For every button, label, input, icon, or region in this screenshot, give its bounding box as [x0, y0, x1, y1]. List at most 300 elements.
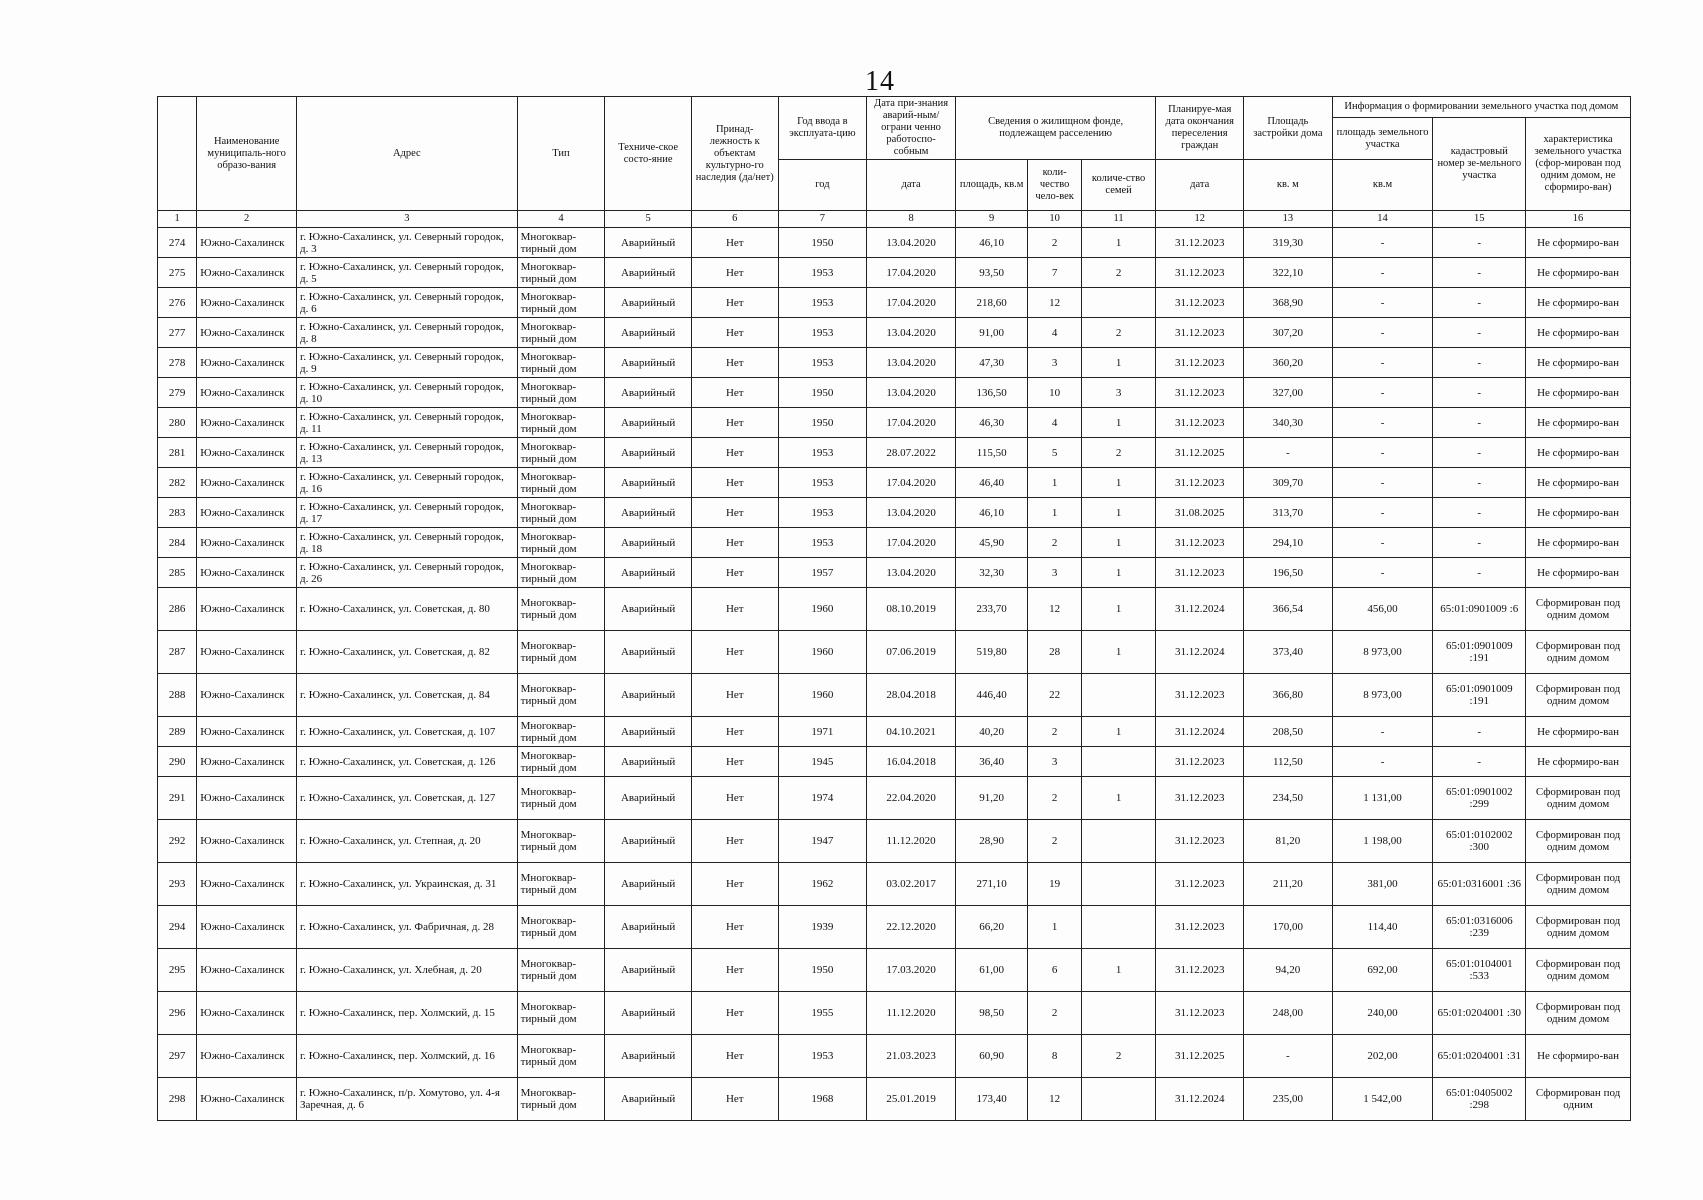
commission-year-cell: 1953	[778, 528, 867, 558]
header-cell: площадь, кв.м	[955, 160, 1028, 211]
municipality-cell: Южно-Сахалинск	[197, 558, 297, 588]
cultural-heritage-cell: Нет	[691, 228, 778, 258]
people-count-cell: 4	[1028, 318, 1081, 348]
table-row	[158, 1035, 1631, 1078]
municipality-cell: Южно-Сахалинск	[197, 468, 297, 498]
cadastral-number-cell: -	[1433, 288, 1526, 318]
emergency-date-cell: 04.10.2021	[867, 717, 956, 747]
family-count-cell: 2	[1081, 1035, 1156, 1078]
people-count-cell: 28	[1028, 631, 1081, 674]
land-area-cell: -	[1332, 558, 1433, 588]
column-number: 11	[1081, 211, 1156, 228]
commission-year-cell: 1953	[778, 288, 867, 318]
row-number: 278	[158, 348, 197, 378]
people-count-cell: 4	[1028, 408, 1081, 438]
commission-year-cell: 1957	[778, 558, 867, 588]
header-cell	[158, 97, 197, 211]
cultural-heritage-cell: Нет	[691, 588, 778, 631]
municipality-cell: Южно-Сахалинск	[197, 949, 297, 992]
land-status-cell: Сформирован под одним домом	[1526, 674, 1631, 717]
cultural-heritage-cell: Нет	[691, 1078, 778, 1121]
planned-date-cell: 31.12.2023	[1156, 528, 1244, 558]
header-cell: кадастровый номер зе-мельного участка	[1433, 118, 1526, 211]
people-count-cell: 6	[1028, 949, 1081, 992]
header-cell: Планируе-мая дата окончания переселения граждан	[1156, 97, 1244, 160]
family-count-cell	[1081, 863, 1156, 906]
cadastral-number-cell: -	[1433, 468, 1526, 498]
municipality-cell: Южно-Сахалинск	[197, 318, 297, 348]
people-count-cell: 5	[1028, 438, 1081, 468]
tech-state-cell: Аварийный	[605, 528, 692, 558]
cadastral-number-cell: 65:01:0901009 :6	[1433, 588, 1526, 631]
people-count-cell: 2	[1028, 820, 1081, 863]
family-count-cell: 1	[1081, 468, 1156, 498]
land-area-cell: -	[1332, 438, 1433, 468]
land-area-cell: -	[1332, 408, 1433, 438]
table-row	[158, 992, 1631, 1035]
family-count-cell: 3	[1081, 378, 1156, 408]
emergency-date-cell: 13.04.2020	[867, 228, 956, 258]
people-count-cell: 1	[1028, 468, 1081, 498]
people-count-cell: 12	[1028, 288, 1081, 318]
tech-state-cell: Аварийный	[605, 992, 692, 1035]
cultural-heritage-cell: Нет	[691, 318, 778, 348]
house-type-cell: Многоквар-тирный дом	[517, 631, 605, 674]
header-cell: Год ввода в эксплуата-цию	[778, 97, 867, 160]
column-number: 5	[605, 211, 692, 228]
cadastral-number-cell: 65:01:0405002 :298	[1433, 1078, 1526, 1121]
land-status-cell: Не сформиро-ван	[1526, 408, 1631, 438]
house-type-cell: Многоквар-тирный дом	[517, 949, 605, 992]
commission-year-cell: 1950	[778, 378, 867, 408]
column-number: 14	[1332, 211, 1433, 228]
table-header	[158, 97, 1631, 228]
cultural-heritage-cell: Нет	[691, 1035, 778, 1078]
area-cell: 61,00	[955, 949, 1028, 992]
land-area-cell: 240,00	[1332, 992, 1433, 1035]
house-type-cell: Многоквар-тирный дом	[517, 992, 605, 1035]
tech-state-cell: Аварийный	[605, 498, 692, 528]
building-area-cell: 81,20	[1244, 820, 1333, 863]
tech-state-cell: Аварийный	[605, 228, 692, 258]
people-count-cell: 22	[1028, 674, 1081, 717]
table-row	[158, 318, 1631, 348]
land-area-cell: -	[1332, 318, 1433, 348]
area-cell: 47,30	[955, 348, 1028, 378]
area-cell: 36,40	[955, 747, 1028, 777]
family-count-cell	[1081, 747, 1156, 777]
family-count-cell: 2	[1081, 318, 1156, 348]
building-area-cell: 211,20	[1244, 863, 1333, 906]
emergency-date-cell: 13.04.2020	[867, 498, 956, 528]
header-cell: Техниче-ское состо-яние	[605, 97, 692, 211]
area-cell: 136,50	[955, 378, 1028, 408]
house-type-cell: Многоквар-тирный дом	[517, 228, 605, 258]
building-area-cell: 322,10	[1244, 258, 1333, 288]
family-count-cell	[1081, 992, 1156, 1035]
table-row	[158, 1078, 1631, 1121]
tech-state-cell: Аварийный	[605, 906, 692, 949]
people-count-cell: 2	[1028, 777, 1081, 820]
table-row	[158, 631, 1631, 674]
land-status-cell: Сформирован под одним домом	[1526, 820, 1631, 863]
people-count-cell: 2	[1028, 228, 1081, 258]
land-status-cell: Не сформиро-ван	[1526, 438, 1631, 468]
cultural-heritage-cell: Нет	[691, 498, 778, 528]
house-type-cell: Многоквар-тирный дом	[517, 258, 605, 288]
column-number: 1	[158, 211, 197, 228]
address-cell: г. Южно-Сахалинск, ул. Советская, д. 82	[297, 631, 518, 674]
row-number: 297	[158, 1035, 197, 1078]
building-area-cell: -	[1244, 1035, 1333, 1078]
address-cell: г. Южно-Сахалинск, пер. Холмский, д. 15	[297, 992, 518, 1035]
house-type-cell: Многоквар-тирный дом	[517, 498, 605, 528]
building-area-cell: -	[1244, 438, 1333, 468]
cultural-heritage-cell: Нет	[691, 777, 778, 820]
family-count-cell: 1	[1081, 498, 1156, 528]
tech-state-cell: Аварийный	[605, 408, 692, 438]
header-cell: Тип	[517, 97, 605, 211]
cultural-heritage-cell: Нет	[691, 949, 778, 992]
header-cell: кв. м	[1244, 160, 1333, 211]
municipality-cell: Южно-Сахалинск	[197, 408, 297, 438]
building-area-cell: 366,80	[1244, 674, 1333, 717]
cadastral-number-cell: 65:01:0901009 :191	[1433, 674, 1526, 717]
header-cell: количе-ство семей	[1081, 160, 1156, 211]
tech-state-cell: Аварийный	[605, 674, 692, 717]
municipality-cell: Южно-Сахалинск	[197, 498, 297, 528]
family-count-cell: 1	[1081, 588, 1156, 631]
municipality-cell: Южно-Сахалинск	[197, 1078, 297, 1121]
house-type-cell: Многоквар-тирный дом	[517, 747, 605, 777]
cadastral-number-cell: 65:01:0104001 :533	[1433, 949, 1526, 992]
table-row	[158, 906, 1631, 949]
emergency-date-cell: 16.04.2018	[867, 747, 956, 777]
planned-date-cell: 31.12.2024	[1156, 717, 1244, 747]
municipality-cell: Южно-Сахалинск	[197, 992, 297, 1035]
header-cell: Информация о формировании земельного участка под домом	[1332, 97, 1630, 118]
emergency-date-cell: 13.04.2020	[867, 378, 956, 408]
header-cell: характеристика земельного участка (сфор-мирован под одним домом, не сформиро-ван)	[1526, 118, 1631, 211]
cultural-heritage-cell: Нет	[691, 863, 778, 906]
land-area-cell: -	[1332, 717, 1433, 747]
house-type-cell: Многоквар-тирный дом	[517, 820, 605, 863]
emergency-date-cell: 17.03.2020	[867, 949, 956, 992]
commission-year-cell: 1971	[778, 717, 867, 747]
cultural-heritage-cell: Нет	[691, 906, 778, 949]
area-cell: 45,90	[955, 528, 1028, 558]
land-area-cell: 456,00	[1332, 588, 1433, 631]
land-status-cell: Не сформиро-ван	[1526, 228, 1631, 258]
area-cell: 233,70	[955, 588, 1028, 631]
tech-state-cell: Аварийный	[605, 468, 692, 498]
address-cell: г. Южно-Сахалинск, пер. Холмский, д. 16	[297, 1035, 518, 1078]
house-type-cell: Многоквар-тирный дом	[517, 408, 605, 438]
cadastral-number-cell: 65:01:0901002 :299	[1433, 777, 1526, 820]
address-cell: г. Южно-Сахалинск, ул. Северный городок, д. 11	[297, 408, 518, 438]
tech-state-cell: Аварийный	[605, 1035, 692, 1078]
building-area-cell: 170,00	[1244, 906, 1333, 949]
commission-year-cell: 1960	[778, 631, 867, 674]
cadastral-number-cell: -	[1433, 717, 1526, 747]
people-count-cell: 3	[1028, 348, 1081, 378]
address-cell: г. Южно-Сахалинск, ул. Советская, д. 80	[297, 588, 518, 631]
planned-date-cell: 31.12.2023	[1156, 949, 1244, 992]
address-cell: г. Южно-Сахалинск, ул. Советская, д. 84	[297, 674, 518, 717]
table-row	[158, 747, 1631, 777]
family-count-cell	[1081, 1078, 1156, 1121]
land-area-cell: -	[1332, 228, 1433, 258]
tech-state-cell: Аварийный	[605, 258, 692, 288]
municipality-cell: Южно-Сахалинск	[197, 258, 297, 288]
row-number: 287	[158, 631, 197, 674]
row-number: 275	[158, 258, 197, 288]
municipality-cell: Южно-Сахалинск	[197, 528, 297, 558]
cultural-heritage-cell: Нет	[691, 820, 778, 863]
header-cell: площадь земельного участка	[1332, 118, 1433, 160]
building-area-cell: 294,10	[1244, 528, 1333, 558]
land-area-cell: 1 198,00	[1332, 820, 1433, 863]
land-status-cell: Не сформиро-ван	[1526, 498, 1631, 528]
tech-state-cell: Аварийный	[605, 747, 692, 777]
planned-date-cell: 31.12.2025	[1156, 1035, 1244, 1078]
address-cell: г. Южно-Сахалинск, ул. Северный городок, д. 26	[297, 558, 518, 588]
land-area-cell: 692,00	[1332, 949, 1433, 992]
address-cell: г. Южно-Сахалинск, ул. Северный городок, д. 18	[297, 528, 518, 558]
row-number: 279	[158, 378, 197, 408]
area-cell: 40,20	[955, 717, 1028, 747]
cultural-heritage-cell: Нет	[691, 528, 778, 558]
people-count-cell: 1	[1028, 906, 1081, 949]
table-row	[158, 288, 1631, 318]
table-row	[158, 674, 1631, 717]
people-count-cell: 2	[1028, 528, 1081, 558]
address-cell: г. Южно-Сахалинск, ул. Северный городок, д. 6	[297, 288, 518, 318]
cadastral-number-cell: -	[1433, 318, 1526, 348]
column-number: 4	[517, 211, 605, 228]
tech-state-cell: Аварийный	[605, 588, 692, 631]
building-area-cell: 319,30	[1244, 228, 1333, 258]
land-status-cell: Сформирован под одним домом	[1526, 992, 1631, 1035]
family-count-cell	[1081, 820, 1156, 863]
planned-date-cell: 31.12.2023	[1156, 258, 1244, 288]
planned-date-cell: 31.12.2023	[1156, 820, 1244, 863]
header-cell: Площадь застройки дома	[1244, 97, 1333, 160]
header-cell: год	[778, 160, 867, 211]
family-count-cell: 1	[1081, 408, 1156, 438]
municipality-cell: Южно-Сахалинск	[197, 820, 297, 863]
land-area-cell: 114,40	[1332, 906, 1433, 949]
planned-date-cell: 31.12.2024	[1156, 631, 1244, 674]
cadastral-number-cell: 65:01:0901009 :191	[1433, 631, 1526, 674]
emergency-date-cell: 11.12.2020	[867, 820, 956, 863]
house-type-cell: Многоквар-тирный дом	[517, 588, 605, 631]
cadastral-number-cell: 65:01:0102002 :300	[1433, 820, 1526, 863]
planned-date-cell: 31.12.2023	[1156, 863, 1244, 906]
address-cell: г. Южно-Сахалинск, ул. Северный городок, д. 17	[297, 498, 518, 528]
house-type-cell: Многоквар-тирный дом	[517, 558, 605, 588]
area-cell: 91,00	[955, 318, 1028, 348]
emergency-date-cell: 08.10.2019	[867, 588, 956, 631]
emergency-date-cell: 28.04.2018	[867, 674, 956, 717]
cadastral-number-cell: -	[1433, 378, 1526, 408]
cadastral-number-cell: 65:01:0316001 :36	[1433, 863, 1526, 906]
header-cell: коли-чество чело-век	[1028, 160, 1081, 211]
table-row	[158, 528, 1631, 558]
row-number: 290	[158, 747, 197, 777]
building-area-cell: 112,50	[1244, 747, 1333, 777]
commission-year-cell: 1974	[778, 777, 867, 820]
page-number: 14	[865, 66, 895, 97]
family-count-cell: 1	[1081, 228, 1156, 258]
cultural-heritage-cell: Нет	[691, 558, 778, 588]
tech-state-cell: Аварийный	[605, 348, 692, 378]
commission-year-cell: 1950	[778, 949, 867, 992]
building-area-cell: 368,90	[1244, 288, 1333, 318]
area-cell: 446,40	[955, 674, 1028, 717]
tech-state-cell: Аварийный	[605, 318, 692, 348]
people-count-cell: 10	[1028, 378, 1081, 408]
emergency-date-cell: 21.03.2023	[867, 1035, 956, 1078]
land-status-cell: Сформирован под одним домом	[1526, 588, 1631, 631]
header-cell: Принад-лежность к объектам культурно-го наследия (да/нет)	[691, 97, 778, 211]
land-area-cell: 202,00	[1332, 1035, 1433, 1078]
row-number: 284	[158, 528, 197, 558]
cadastral-number-cell: -	[1433, 498, 1526, 528]
row-number: 286	[158, 588, 197, 631]
land-area-cell: 1 131,00	[1332, 777, 1433, 820]
cadastral-number-cell: -	[1433, 558, 1526, 588]
tech-state-cell: Аварийный	[605, 820, 692, 863]
land-status-cell: Не сформиро-ван	[1526, 258, 1631, 288]
column-number: 10	[1028, 211, 1081, 228]
house-type-cell: Многоквар-тирный дом	[517, 438, 605, 468]
building-area-cell: 94,20	[1244, 949, 1333, 992]
address-cell: г. Южно-Сахалинск, ул. Северный городок, д. 10	[297, 378, 518, 408]
family-count-cell: 1	[1081, 777, 1156, 820]
emergency-date-cell: 28.07.2022	[867, 438, 956, 468]
land-area-cell: -	[1332, 258, 1433, 288]
building-area-cell: 313,70	[1244, 498, 1333, 528]
people-count-cell: 3	[1028, 558, 1081, 588]
address-cell: г. Южно-Сахалинск, ул. Северный городок, д. 13	[297, 438, 518, 468]
building-area-cell: 196,50	[1244, 558, 1333, 588]
table-row	[158, 820, 1631, 863]
people-count-cell: 12	[1028, 588, 1081, 631]
planned-date-cell: 31.12.2023	[1156, 674, 1244, 717]
land-status-cell: Не сформиро-ван	[1526, 528, 1631, 558]
area-cell: 115,50	[955, 438, 1028, 468]
people-count-cell: 12	[1028, 1078, 1081, 1121]
land-area-cell: -	[1332, 468, 1433, 498]
planned-date-cell: 31.12.2024	[1156, 588, 1244, 631]
row-number: 298	[158, 1078, 197, 1121]
address-cell: г. Южно-Сахалинск, ул. Северный городок, д. 9	[297, 348, 518, 378]
building-area-cell: 327,00	[1244, 378, 1333, 408]
municipality-cell: Южно-Сахалинск	[197, 288, 297, 318]
address-cell: г. Южно-Сахалинск, п/р. Хомутово, ул. 4-я Заречная, д. 6	[297, 1078, 518, 1121]
header-cell: Дата при-знания аварий-ным/ограни ченно работоспо-собным	[867, 97, 956, 160]
commission-year-cell: 1953	[778, 348, 867, 378]
municipality-cell: Южно-Сахалинск	[197, 863, 297, 906]
cadastral-number-cell: 65:01:0204001 :31	[1433, 1035, 1526, 1078]
people-count-cell: 3	[1028, 747, 1081, 777]
cultural-heritage-cell: Нет	[691, 992, 778, 1035]
municipality-cell: Южно-Сахалинск	[197, 631, 297, 674]
area-cell: 60,90	[955, 1035, 1028, 1078]
tech-state-cell: Аварийный	[605, 863, 692, 906]
table-row	[158, 228, 1631, 258]
people-count-cell: 8	[1028, 1035, 1081, 1078]
municipality-cell: Южно-Сахалинск	[197, 348, 297, 378]
planned-date-cell: 31.12.2023	[1156, 906, 1244, 949]
people-count-cell: 19	[1028, 863, 1081, 906]
emergency-date-cell: 25.01.2019	[867, 1078, 956, 1121]
land-status-cell: Не сформиро-ван	[1526, 378, 1631, 408]
cadastral-number-cell: -	[1433, 408, 1526, 438]
table-row	[158, 717, 1631, 747]
cadastral-number-cell: 65:01:0316006 :239	[1433, 906, 1526, 949]
address-cell: г. Южно-Сахалинск, ул. Советская, д. 107	[297, 717, 518, 747]
table-row	[158, 498, 1631, 528]
row-number: 293	[158, 863, 197, 906]
planned-date-cell: 31.12.2023	[1156, 747, 1244, 777]
header-cell: дата	[867, 160, 956, 211]
table-row	[158, 348, 1631, 378]
table-row	[158, 777, 1631, 820]
cultural-heritage-cell: Нет	[691, 674, 778, 717]
land-area-cell: -	[1332, 528, 1433, 558]
commission-year-cell: 1945	[778, 747, 867, 777]
column-number: 2	[197, 211, 297, 228]
cultural-heritage-cell: Нет	[691, 717, 778, 747]
row-number: 283	[158, 498, 197, 528]
emergency-date-cell: 17.04.2020	[867, 468, 956, 498]
planned-date-cell: 31.12.2023	[1156, 288, 1244, 318]
column-number: 9	[955, 211, 1028, 228]
cultural-heritage-cell: Нет	[691, 468, 778, 498]
building-area-cell: 309,70	[1244, 468, 1333, 498]
commission-year-cell: 1950	[778, 408, 867, 438]
area-cell: 28,90	[955, 820, 1028, 863]
building-area-cell: 340,30	[1244, 408, 1333, 438]
land-area-cell: -	[1332, 288, 1433, 318]
table-row	[158, 558, 1631, 588]
house-type-cell: Многоквар-тирный дом	[517, 378, 605, 408]
land-status-cell: Сформирован под одним домом	[1526, 777, 1631, 820]
table-row	[158, 258, 1631, 288]
table-row	[158, 588, 1631, 631]
address-cell: г. Южно-Сахалинск, ул. Советская, д. 127	[297, 777, 518, 820]
municipality-cell: Южно-Сахалинск	[197, 438, 297, 468]
area-cell: 93,50	[955, 258, 1028, 288]
land-area-cell: 8 973,00	[1332, 631, 1433, 674]
emergency-date-cell: 22.04.2020	[867, 777, 956, 820]
land-status-cell: Не сформиро-ван	[1526, 558, 1631, 588]
tech-state-cell: Аварийный	[605, 777, 692, 820]
column-number: 16	[1526, 211, 1631, 228]
emergency-date-cell: 11.12.2020	[867, 992, 956, 1035]
row-number: 296	[158, 992, 197, 1035]
emergency-date-cell: 22.12.2020	[867, 906, 956, 949]
municipality-cell: Южно-Сахалинск	[197, 1035, 297, 1078]
municipality-cell: Южно-Сахалинск	[197, 228, 297, 258]
area-cell: 32,30	[955, 558, 1028, 588]
row-number: 294	[158, 906, 197, 949]
row-number: 277	[158, 318, 197, 348]
land-area-cell: 8 973,00	[1332, 674, 1433, 717]
cadastral-number-cell: 65:01:0204001 :30	[1433, 992, 1526, 1035]
